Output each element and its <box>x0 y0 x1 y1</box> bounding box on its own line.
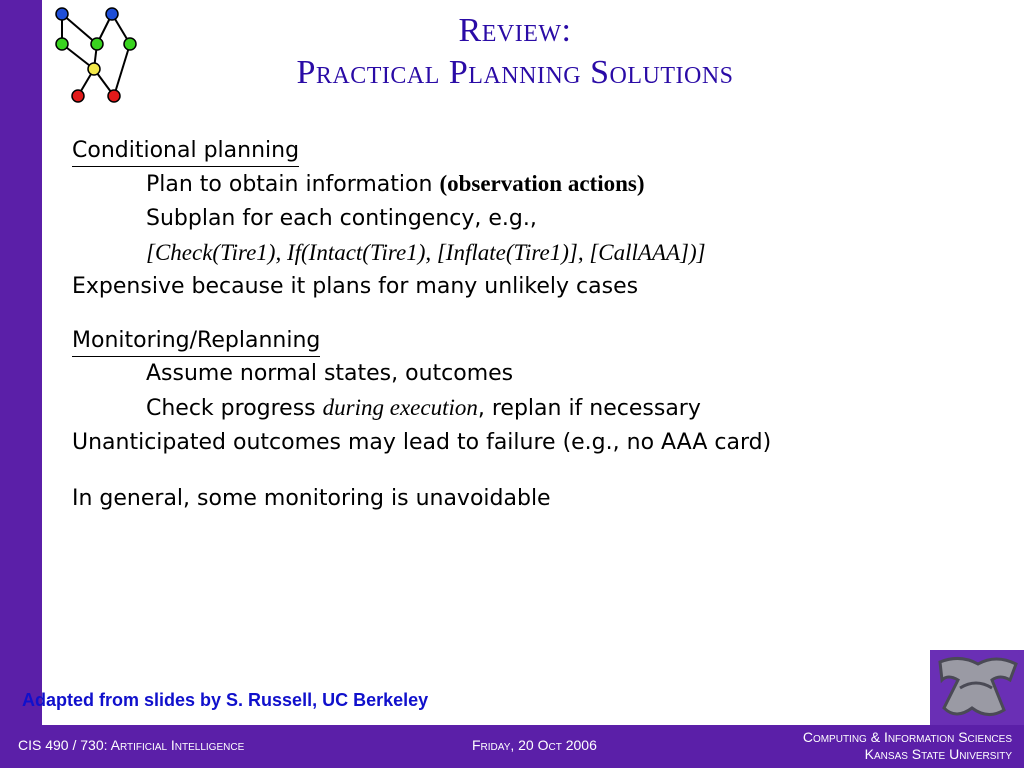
monitoring-line-2-italic: during execution <box>322 395 478 420</box>
footer-institution <box>803 729 1012 763</box>
conditional-heading: Conditional planning <box>72 136 299 167</box>
footer-dept: Computing & Information Sciences <box>802 729 1012 745</box>
left-sidebar-bar <box>0 0 42 725</box>
conditional-line-1 <box>72 167 972 202</box>
monitoring-heading: Monitoring/Replanning <box>72 326 320 357</box>
footer-course: CIS 490 / 730: Artificial Intelligence <box>18 737 245 753</box>
footer-university: Kansas State University <box>864 746 1012 762</box>
wildcat-logo-icon <box>930 650 1024 725</box>
monitoring-line-2 <box>72 391 972 426</box>
title-line-1: Review: <box>458 12 572 49</box>
monitoring-line-2-suffix: , replan if necessary <box>477 396 701 421</box>
slide-title <box>150 10 880 94</box>
conditional-line-3-math: [Check(Tire1), If(Intact(Tire1), [Inflate(Tire1)], [CallAAA])] <box>146 240 706 265</box>
title-line-2: Practical Planning Solutions <box>296 54 734 91</box>
monitoring-note: Unanticipated outcomes may lead to failure (e.g., no AAA card) <box>72 430 772 455</box>
general-statement: In general, some monitoring is unavoidable <box>72 486 551 511</box>
conditional-line-2: Subplan for each contingency, e.g., <box>146 206 537 231</box>
conditional-note: Expensive because it plans for many unlikely cases <box>72 274 639 299</box>
monitoring-line-2-prefix: Check progress <box>146 396 323 421</box>
graph-network-icon <box>52 4 140 104</box>
credit-text: Adapted from slides by S. Russell, UC Berkeley <box>22 690 429 710</box>
slide-content <box>72 136 972 516</box>
conditional-line-1-bold: (observation actions) <box>439 171 645 196</box>
footer-date: Friday, 20 Oct 2006 <box>472 737 597 753</box>
conditional-line-1-prefix: Plan to obtain information <box>146 172 440 197</box>
monitoring-line-1: Assume normal states, outcomes <box>146 361 514 386</box>
